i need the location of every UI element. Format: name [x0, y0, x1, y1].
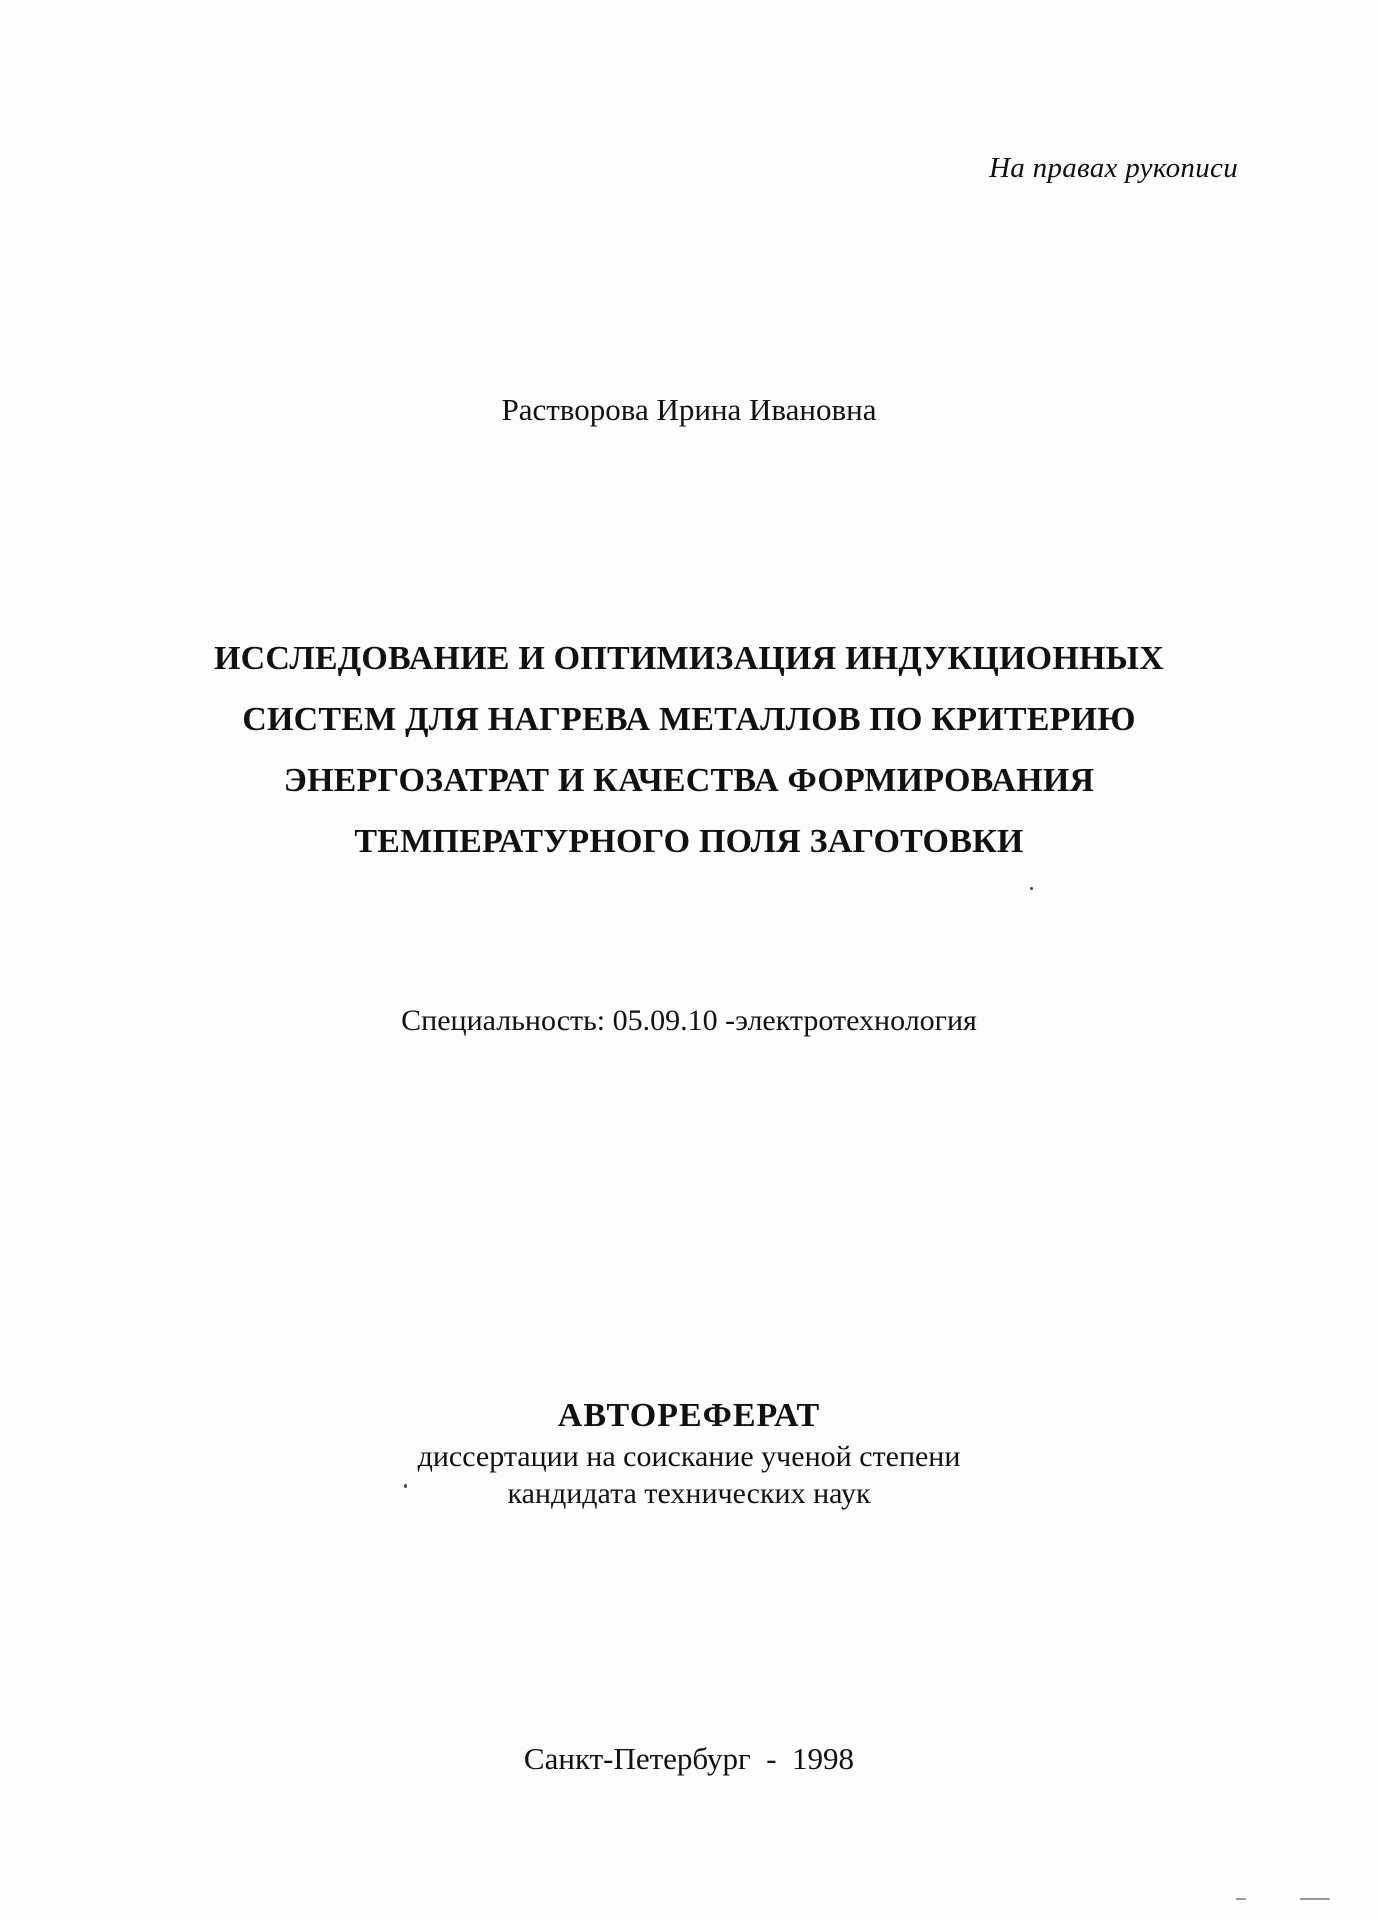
title-line: ЭНЕРГОЗАТРАТ И КАЧЕСТВА ФОРМИРОВАНИЯ	[283, 762, 1095, 799]
title-line: ТЕМПЕРАТУРНОГО ПОЛЯ ЗАГОТОВКИ	[354, 823, 1024, 860]
manuscript-rights-note: На правах рукописи	[989, 152, 1238, 184]
title-line: ИССЛЕДОВАНИЕ И ОПТИМИЗАЦИЯ ИНДУКЦИОННЫХ	[214, 640, 1164, 677]
abstract-heading: АВТОРЕФЕРАТ	[557, 1397, 821, 1434]
scan-speck	[1236, 1898, 1246, 1900]
specialty-line: Специальность: 05.09.10 -электротехнология	[401, 1004, 977, 1037]
abstract-line: диссертации на соискание ученой степени	[417, 1440, 961, 1473]
scan-speck	[404, 1484, 407, 1488]
abstract-line: кандидата технических наук	[507, 1477, 871, 1510]
scan-speck	[1030, 887, 1033, 890]
place-and-year: Санкт-Петербург - 1998	[523, 1741, 855, 1776]
author-name: Растворова Ирина Ивановна	[501, 392, 877, 427]
dissertation-title	[120, 628, 1258, 872]
abstract-block	[0, 1394, 1378, 1512]
scan-speck	[1300, 1898, 1330, 1900]
title-line: СИСТЕМ ДЛЯ НАГРЕВА МЕТАЛЛОВ ПО КРИТЕРИЮ	[242, 701, 1136, 738]
